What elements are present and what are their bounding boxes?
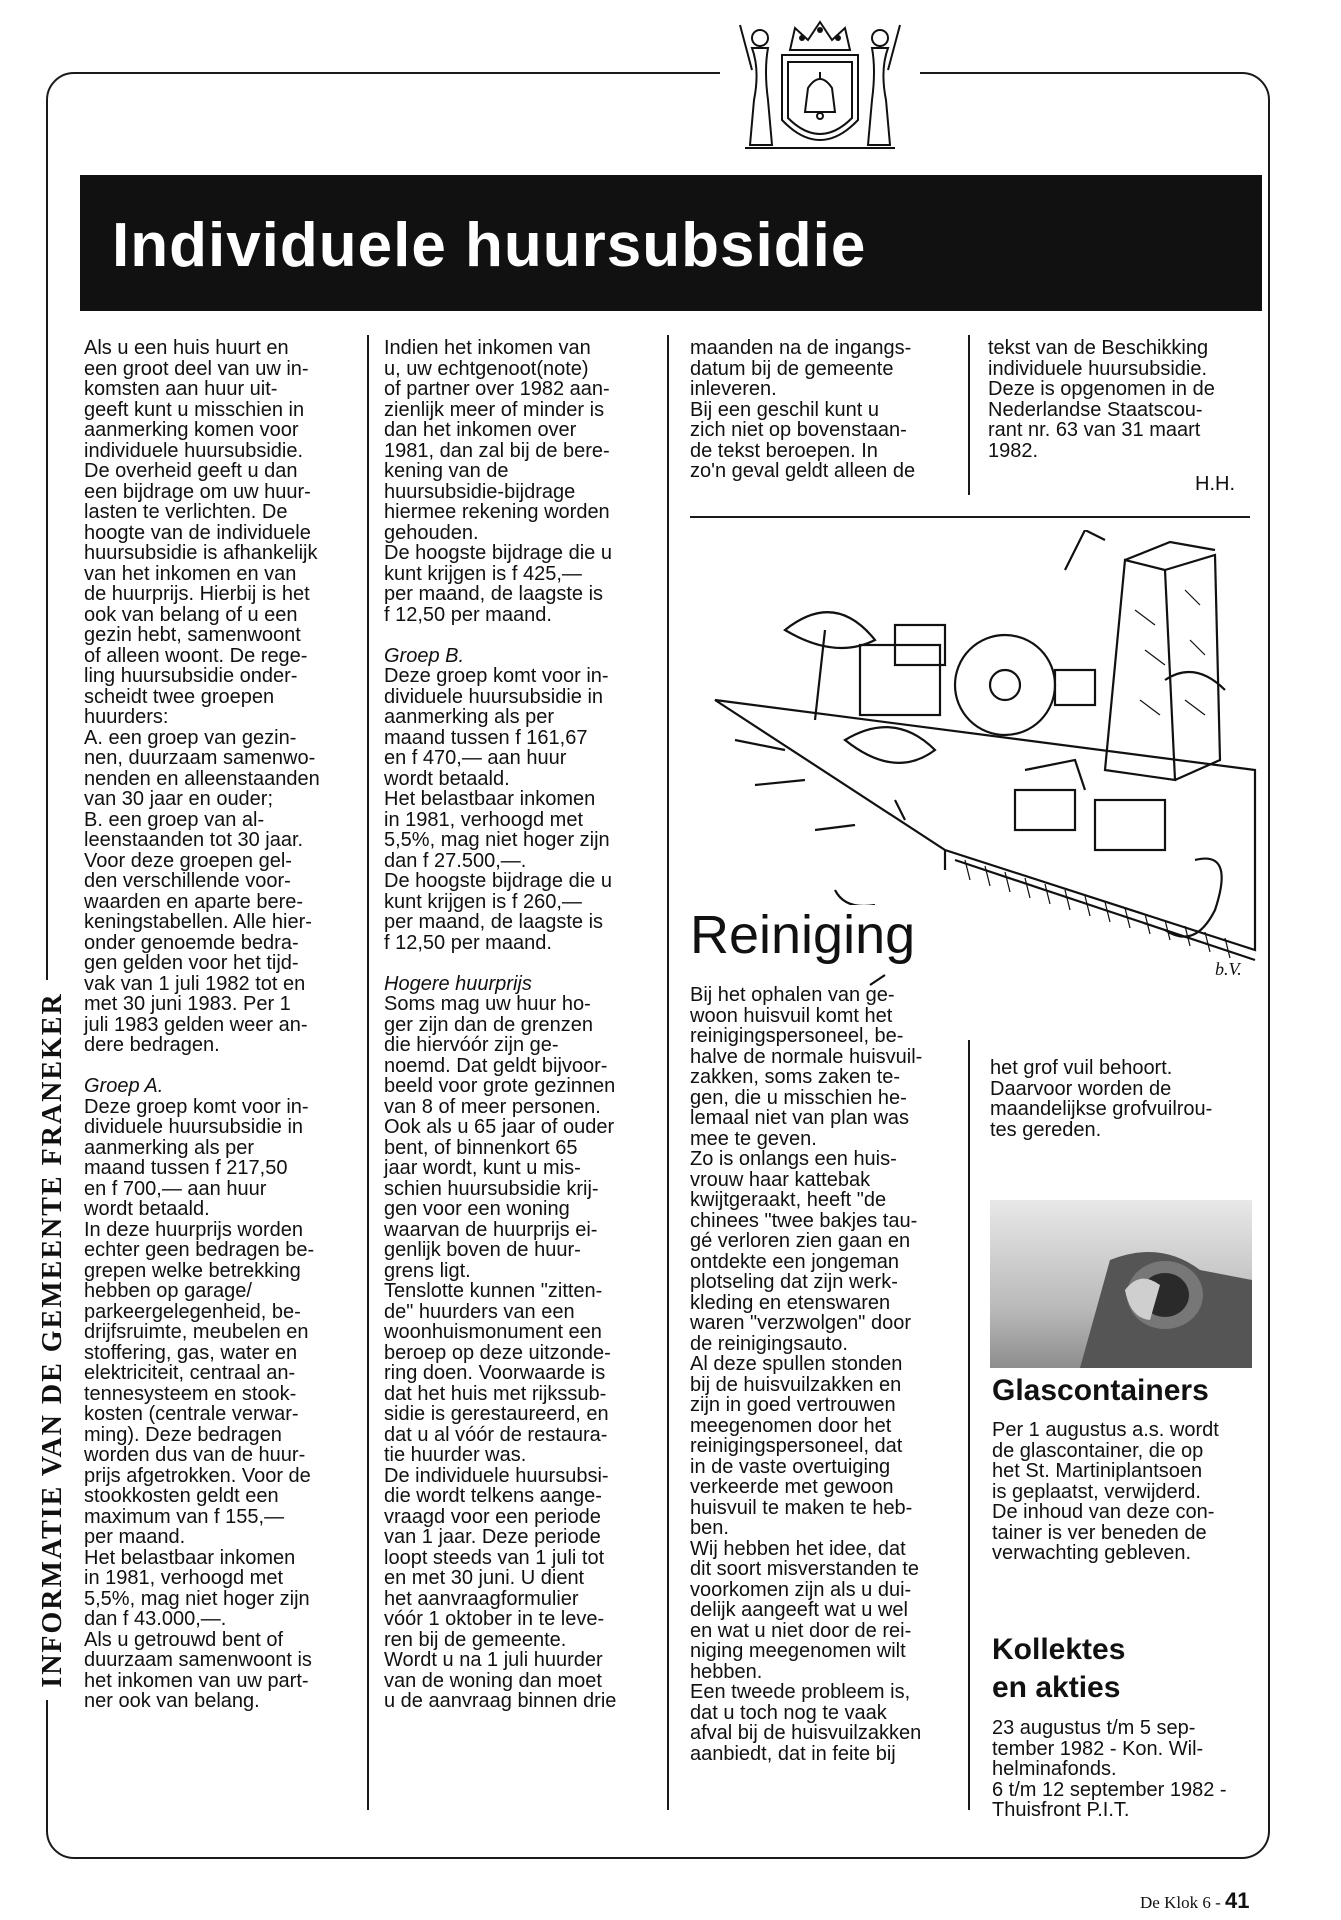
text-line: waarden en aparte bere-	[84, 890, 304, 913]
text-line: per maand, de laagste is	[384, 911, 604, 933]
text-line: dividuele huursubsidie in	[384, 685, 604, 708]
text-line: van 30 jaar en ouder;	[84, 788, 274, 810]
text-line: de tekst beroepen. In	[690, 439, 878, 462]
footer-separator: -	[1215, 1893, 1221, 1912]
text-line: tes gereden.	[990, 1118, 1102, 1141]
column-2-text	[384, 338, 616, 1712]
text-line: individuele huursubsidie.	[988, 357, 1208, 380]
text-line: Zo is onlangs een huis-	[690, 1148, 897, 1170]
text-line: Thuisfront P.I.T.	[992, 1799, 1130, 1821]
glass-container-photo	[990, 1200, 1252, 1368]
text-line: onder genoemde bedra-	[84, 931, 299, 954]
text-line: Wordt u na 1 juli huurder	[384, 1649, 603, 1671]
kollektes-body	[992, 1718, 1227, 1821]
text-line: het St. Martiniplantsoen	[992, 1460, 1203, 1482]
text-line: woonhuismonument een	[384, 1321, 602, 1343]
text-line: den verschillende voor-	[84, 870, 291, 892]
text-line: vraagd voor een periode	[384, 1505, 601, 1528]
text-line: De hoogste bijdrage die u	[384, 542, 612, 564]
text-line: van 1 jaar. Deze periode	[384, 1526, 601, 1548]
text-line: leenstaanden tot 30 jaar.	[84, 829, 304, 851]
text-line: helminafonds.	[992, 1758, 1117, 1780]
text-line: Bij een geschil kunt u	[690, 398, 880, 421]
text-line: de reinigingsauto.	[690, 1332, 848, 1355]
text-line: zich niet op bovenstaan-	[690, 419, 907, 441]
text-line: Het belastbaar inkomen	[384, 788, 596, 810]
text-line: Als u getrouwd bent of	[84, 1628, 284, 1651]
text-line: hiermee rekening worden	[384, 501, 610, 523]
text-line: chinees "twee bakjes tau-	[690, 1209, 918, 1232]
text-line: ming). Deze bedragen	[84, 1423, 282, 1446]
text-line: gé verloren zien gaan en	[690, 1230, 911, 1252]
text-line: het aanvraagformulier	[384, 1587, 579, 1610]
container-photo-detail	[990, 1200, 1252, 1368]
text-line: de huurprijs. Hierbij is het	[84, 583, 310, 605]
text-line: Deze groep komt voor in-	[84, 1095, 309, 1118]
text-line: aanmerking als per	[84, 1136, 255, 1159]
text-line: dat het huis met rijkssub-	[384, 1382, 607, 1405]
text-line: nen, duurzaam samenwo-	[84, 747, 316, 769]
column-3-text	[690, 338, 915, 482]
text-line: komsten aan huur uit-	[84, 378, 278, 400]
text-line: zakken, soms zaken te-	[690, 1066, 901, 1088]
text-line: nenden en alleenstaanden	[84, 767, 320, 790]
glascontainers-body	[992, 1420, 1219, 1564]
text-line: tember 1982 - Kon. Wil-	[992, 1737, 1204, 1760]
text-line: noemd. Dat geldt bijvoor-	[384, 1054, 608, 1077]
text-line: gehouden.	[384, 521, 479, 544]
text-line: dit soort misverstanden te	[690, 1558, 919, 1580]
text-line: reinigingspersoneel, dat	[690, 1435, 903, 1457]
text-line: Indien het inkomen van	[384, 337, 591, 359]
text-line: elektriciteit, centraal an-	[84, 1362, 296, 1384]
text-line: De individuele huursubsi-	[384, 1464, 609, 1487]
text-line: hoogte van de individuele	[84, 521, 311, 544]
text-line: kunt krijgen is f 425,—	[384, 562, 582, 585]
text-line: dere bedragen.	[84, 1034, 220, 1056]
text-line: Als u een huis huurt en	[84, 337, 289, 359]
text-line: grepen welke betrekking	[84, 1259, 301, 1282]
text-line: maximum van f 155,—	[84, 1505, 285, 1528]
text-line: beeld voor grote gezinnen	[384, 1075, 616, 1097]
text-line: f 12,50 per maand.	[384, 603, 552, 626]
text-line: loopt steeds van 1 juli tot	[384, 1546, 605, 1569]
text-line: plotseling dat zijn werk-	[690, 1271, 898, 1293]
text-line: delijk aangeeft wat u wel	[690, 1599, 908, 1621]
text-line: stoffering, gas, water en	[84, 1341, 298, 1364]
text-line: Deze is opgenomen in de	[988, 378, 1215, 400]
text-line: per maand, de laagste is	[384, 583, 604, 605]
text-line: gen gelden voor het tijd-	[84, 952, 299, 974]
text-line: zo'n geval geldt alleen de	[690, 460, 916, 482]
text-line: lasten te verlichten. De	[84, 501, 288, 523]
text-line: voorkomen zijn als u dui-	[690, 1578, 912, 1601]
text-line: tainer is ver beneden de	[992, 1521, 1207, 1544]
text-line: wordt betaald.	[84, 1198, 210, 1220]
text-line: een bijdrage om uw huur-	[84, 480, 311, 503]
text-line: individuele huursubsidie.	[84, 439, 304, 462]
text-line: reinigingspersoneel, be-	[690, 1025, 904, 1047]
text-line: aanmerking komen voor	[84, 419, 299, 441]
text-line: Daarvoor worden de	[990, 1077, 1172, 1100]
text-line: maanden na de ingangs-	[690, 337, 912, 359]
text-line: huursubsidie-bijdrage	[384, 480, 576, 503]
text-line: worden dus van de huur-	[84, 1444, 306, 1466]
illustration-signature: b.V.	[1215, 959, 1242, 979]
text-line: zijn in goed vertrouwen	[690, 1394, 896, 1416]
reiniging-continued	[990, 1058, 1212, 1140]
text-line: wordt betaald.	[384, 767, 510, 790]
text-line: van de woning dan moet	[384, 1669, 602, 1692]
text-line: ben.	[690, 1517, 729, 1539]
column-1-text	[84, 338, 320, 1712]
text-line: grens ligt.	[384, 1259, 471, 1282]
text-line: rant nr. 63 van 31 maart	[988, 419, 1201, 441]
text-line: zienlijk meer of minder is	[384, 398, 605, 421]
text-line: Nederlandse Staatscou-	[988, 398, 1203, 421]
text-line: De overheid geeft u dan	[84, 460, 298, 482]
text-line: juli 1983 gelden weer an-	[84, 1013, 308, 1036]
text-line: drijfsruimte, meubelen en	[84, 1321, 309, 1343]
text-line: maand tussen f 217,50	[84, 1157, 288, 1179]
text-line: dat u al vóór de restaura-	[384, 1423, 608, 1446]
reiniging-body	[690, 985, 922, 1764]
text-line: waren "verzwolgen" door	[690, 1312, 911, 1334]
text-line: u, uw echtgenoot(note)	[384, 357, 589, 380]
text-line: hebben.	[690, 1660, 763, 1683]
text-line: waarvan de huurprijs ei-	[384, 1218, 598, 1241]
text-line: niging meegenomen wilt	[690, 1640, 906, 1662]
text-line: Groep B.	[384, 644, 465, 667]
text-line: Groep A.	[84, 1075, 164, 1097]
author-signature: H.H.	[1195, 473, 1235, 495]
text-line: of partner over 1982 aan-	[384, 378, 610, 400]
text-line: De hoogste bijdrage die u	[384, 870, 612, 892]
text-line: ger zijn dan de grenzen	[384, 1013, 594, 1036]
side-vertical-label: INFORMATIE VAN DE GEMEENTE FRANEKER	[38, 980, 68, 1700]
text-line: meegenomen door het	[690, 1414, 892, 1437]
text-line: dan f 43.000,—.	[84, 1608, 227, 1630]
text-line: jaar wordt, kunt u mis-	[384, 1157, 581, 1179]
text-line: en wat u niet door de rei-	[690, 1619, 912, 1642]
text-line: parkeergelegenheid, be-	[84, 1300, 301, 1323]
text-line: tennesysteem en stook-	[84, 1382, 297, 1405]
text-line: In deze huurprijs worden	[84, 1218, 304, 1241]
text-line: kwijtgeraakt, heeft "de	[690, 1189, 887, 1211]
text-line: verkeerde met gewoon	[690, 1476, 894, 1498]
text-line: dan f 27.500,—.	[384, 849, 527, 872]
text-line: aanmerking als per	[384, 706, 555, 728]
text-line: of alleen woont. De rege-	[84, 644, 308, 667]
text-line: en met 30 juni. U dient	[384, 1567, 585, 1589]
text-line: per maand.	[84, 1526, 186, 1548]
text-line: inleveren.	[690, 378, 777, 400]
text-line: genlijk boven de huur-	[384, 1239, 581, 1261]
text-line: vak van 1 juli 1982 tot en	[84, 972, 306, 995]
text-line: A. een groep van gezin-	[84, 726, 297, 749]
text-line: van het inkomen en van	[84, 562, 297, 585]
text-line: een groot deel van uw in-	[84, 357, 309, 380]
text-line: maand tussen f 161,67	[384, 726, 588, 749]
text-line: geeft kunt u misschien in	[84, 398, 305, 421]
text-line: halve de normale huisvuil-	[690, 1045, 923, 1068]
text-line: gen, die u misschien he-	[690, 1086, 907, 1109]
column-divider	[667, 335, 669, 1810]
text-line: bent, of binnenkort 65	[384, 1136, 578, 1159]
text-line: datum bij de gemeente	[690, 357, 894, 380]
text-line: Wij hebben het idee, dat	[690, 1537, 906, 1560]
section-rule	[690, 516, 1250, 518]
text-line: is geplaatst, verwijderd.	[992, 1480, 1201, 1503]
kollektes-heading-line-1: Kollektes	[992, 1633, 1126, 1666]
footer-magazine: De Klok 6	[1140, 1893, 1211, 1912]
article-title: Individuele huursubsidie	[112, 211, 867, 280]
text-line: de" huurders van een	[384, 1300, 575, 1323]
text-line: Een tweede probleem is,	[690, 1681, 911, 1703]
text-line: stookkosten geldt een	[84, 1485, 279, 1507]
text-line: Het belastbaar inkomen	[84, 1546, 296, 1569]
text-line: 1982.	[988, 439, 1039, 462]
text-line: lemaal niet van plan was	[690, 1107, 910, 1129]
text-line: in de vaste overtuiging	[690, 1455, 891, 1478]
text-line: dividuele huursubsidie in	[84, 1116, 304, 1138]
text-line: ontdekte een jongeman	[690, 1250, 900, 1273]
text-line: mee te geven.	[690, 1127, 817, 1150]
text-line: die wordt telkens aange-	[384, 1485, 602, 1507]
text-line: vrouw haar kattebak	[690, 1168, 871, 1191]
text-line: afval bij de huisvuilzakken	[690, 1722, 922, 1744]
text-line: in 1981, verhoogd met	[84, 1567, 284, 1589]
text-line: Tenslotte kunnen "zitten-	[384, 1280, 603, 1302]
text-line	[384, 953, 616, 974]
page-footer	[1140, 1888, 1249, 1914]
text-line: in 1981, verhoogd met	[384, 808, 584, 831]
text-line: B. een groep van al-	[84, 808, 265, 831]
text-line: Deze groep komt voor in-	[384, 665, 609, 687]
column-divider	[968, 1040, 970, 1810]
text-line: het inkomen van uw part-	[84, 1669, 309, 1692]
text-line: tekst van de Beschikking	[988, 337, 1209, 359]
text-line: Al deze spullen stonden	[690, 1353, 903, 1375]
text-line: dan het inkomen over	[384, 419, 577, 441]
text-line: Ook als u 65 jaar of ouder	[384, 1116, 615, 1138]
text-line: kening van de	[384, 460, 509, 482]
text-line: u de aanvraag binnen drie	[384, 1690, 617, 1712]
text-line: en f 470,— aan huur	[384, 747, 567, 769]
kollektes-heading-line-2: en akties	[992, 1671, 1121, 1704]
text-line: ring doen. Voorwaarde is	[384, 1362, 606, 1384]
text-line: keningstabellen. Alle hier-	[84, 911, 312, 933]
text-line: vóór 1 oktober in te leve-	[384, 1608, 605, 1630]
text-line: ren bij de gemeente.	[384, 1628, 567, 1651]
text-line	[84, 1056, 320, 1077]
text-line: dat u toch nog te vaak	[690, 1701, 887, 1724]
page-number: 41	[1225, 1888, 1250, 1913]
column-divider	[367, 335, 369, 1810]
text-line: bij de huisvuilzakken en	[690, 1373, 902, 1396]
text-line: prijs afgetrokken. Voor de	[84, 1464, 311, 1487]
text-line: beroep op deze uitzonde-	[384, 1341, 611, 1364]
text-line: kunt krijgen is f 260,—	[384, 890, 582, 913]
text-line: tie huurder was.	[384, 1444, 527, 1466]
article-title-bar	[80, 175, 1262, 311]
text-line: Soms mag uw huur ho-	[384, 993, 591, 1015]
text-line: 5,5%, mag niet hoger zijn	[84, 1587, 310, 1610]
text-line: de glascontainer, die op	[992, 1439, 1204, 1462]
text-line: 6 t/m 12 september 1982 -	[992, 1778, 1227, 1801]
text-line: huisvuil te maken te heb-	[690, 1496, 913, 1519]
text-line: scheidt twee groepen	[84, 685, 275, 708]
text-line: Per 1 augustus a.s. wordt	[992, 1419, 1219, 1441]
glascontainers-heading: Glascontainers	[992, 1374, 1209, 1407]
text-line: huursubsidie is afhankelijk	[84, 542, 318, 564]
text-line: f 12,50 per maand.	[384, 931, 552, 954]
text-line: ner ook van belang.	[84, 1690, 260, 1712]
text-line: De inhoud van deze con-	[992, 1501, 1215, 1523]
text-line: het grof vuil behoort.	[990, 1057, 1173, 1079]
text-line: maandelijkse grofvuilrou-	[990, 1098, 1213, 1120]
reiniging-heading: Reiniging	[690, 905, 921, 965]
text-line: met 30 juni 1983. Per 1	[84, 993, 291, 1015]
text-line: 23 augustus t/m 5 sep-	[992, 1717, 1196, 1739]
franeker-coat-of-arms-icon	[720, 10, 920, 160]
text-line: 5,5%, mag niet hoger zijn	[384, 829, 610, 851]
text-line: duurzaam samenwoont is	[84, 1649, 312, 1671]
text-line: sidie is gerestaureerd, en	[384, 1403, 609, 1425]
text-line: ook van belang of u een	[84, 603, 298, 626]
text-line: Voor deze groepen gel-	[84, 849, 292, 872]
column-divider	[968, 335, 970, 495]
text-line: Hogere huurprijs	[384, 972, 532, 995]
text-line: ling huursubsidie onder-	[84, 665, 298, 687]
text-line: huurders:	[84, 706, 169, 728]
text-line: die hiervóór zijn ge-	[384, 1034, 559, 1056]
text-line: woon huisvuil komt het	[690, 1004, 893, 1027]
text-line: aanbiedt, dat in feite bij	[690, 1742, 896, 1765]
text-line: gen voor een woning	[384, 1198, 570, 1220]
text-line: echter geen bedragen be-	[84, 1239, 315, 1261]
text-line: en f 700,— aan huur	[84, 1177, 267, 1200]
text-line: kleding en etenswaren	[690, 1291, 891, 1314]
column-4-text	[988, 338, 1215, 461]
text-line: gezin hebt, samenwoont	[84, 624, 301, 646]
text-line: schien huursubsidie krij-	[384, 1177, 599, 1200]
text-line	[384, 625, 616, 646]
text-line: 1981, dan zal bij de bere-	[384, 439, 610, 462]
text-line: hebben op garage/	[84, 1280, 252, 1302]
text-line: kosten (centrale verwar-	[84, 1403, 299, 1425]
text-line: Bij het ophalen van ge-	[690, 984, 895, 1006]
text-line: verwachting gebleven.	[992, 1542, 1192, 1564]
text-line: van 8 of meer personen.	[384, 1095, 601, 1118]
